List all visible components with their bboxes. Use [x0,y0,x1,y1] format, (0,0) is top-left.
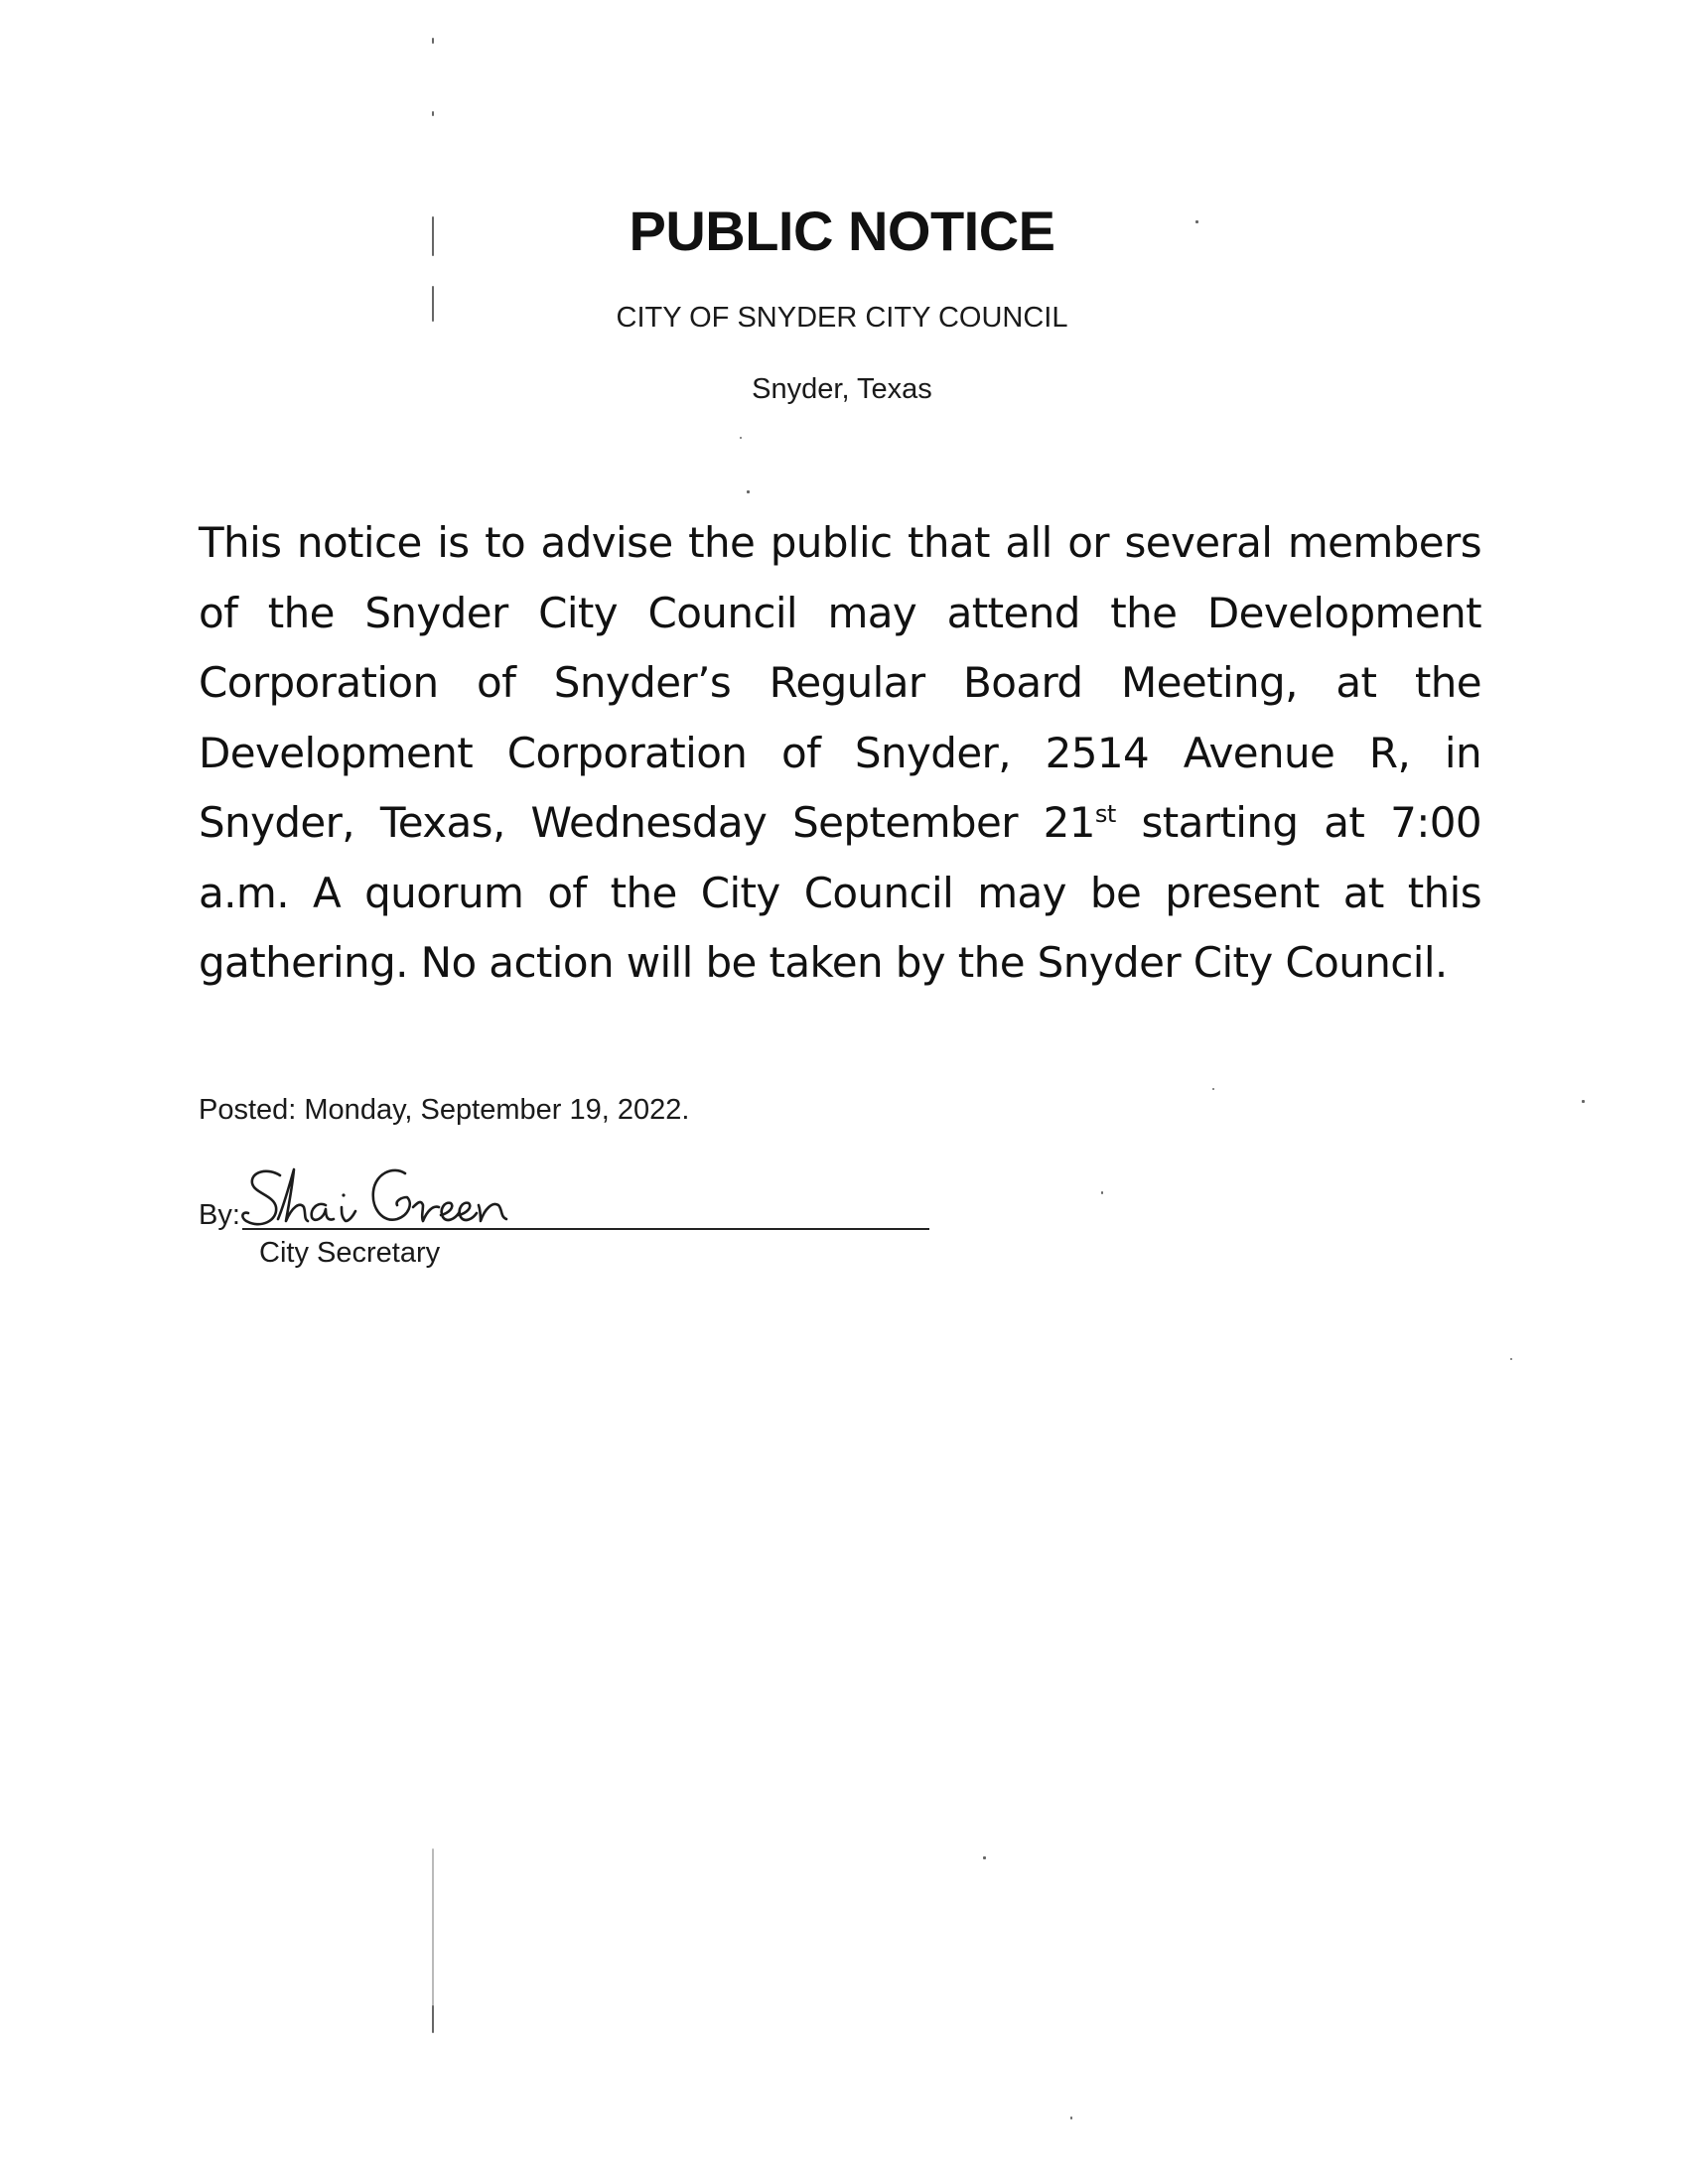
scan-artifact [1070,2116,1072,2119]
notice-body-part2: starting at 7:00 a.m. A quorum of the City Council may be present at this gathering. No action will be taken by the Snyder City Council. [199,798,1481,987]
scan-artifact [740,437,742,439]
scan-artifact [432,111,434,116]
organization-name: CITY OF SNYDER CITY COUNCIL [616,302,1068,334]
notice-body-part1: This notice is to advise the public that all or several members of the Snyder City Council may attend the Development Corporation of Snyder’s Regular Board Meeting, at the Development Corporation of Snyder, 2514 Avenue R, in Snyder, Texas, Wednesday September 21 [199,518,1481,847]
date-ordinal-suffix: st [1094,800,1116,828]
scan-artifact [432,2005,434,2033]
scan-artifact [1101,1191,1103,1194]
scan-artifact [1582,1100,1585,1103]
location-text: Snyder, Texas [752,373,932,405]
notice-body [199,508,1481,999]
posted-date: Posted: Monday, September 19, 2022. [199,1094,690,1126]
scan-artifact [432,38,434,44]
scan-artifact [983,1856,986,1859]
by-label: By: [199,1199,240,1231]
scan-artifact [1510,1358,1512,1360]
signature-line [242,1228,929,1230]
scan-artifact [747,490,750,493]
signer-title: City Secretary [259,1237,441,1269]
scan-artifact [1212,1088,1214,1090]
scan-artifact [432,1848,434,2027]
notice-title: PUBLIC NOTICE [629,200,1055,262]
